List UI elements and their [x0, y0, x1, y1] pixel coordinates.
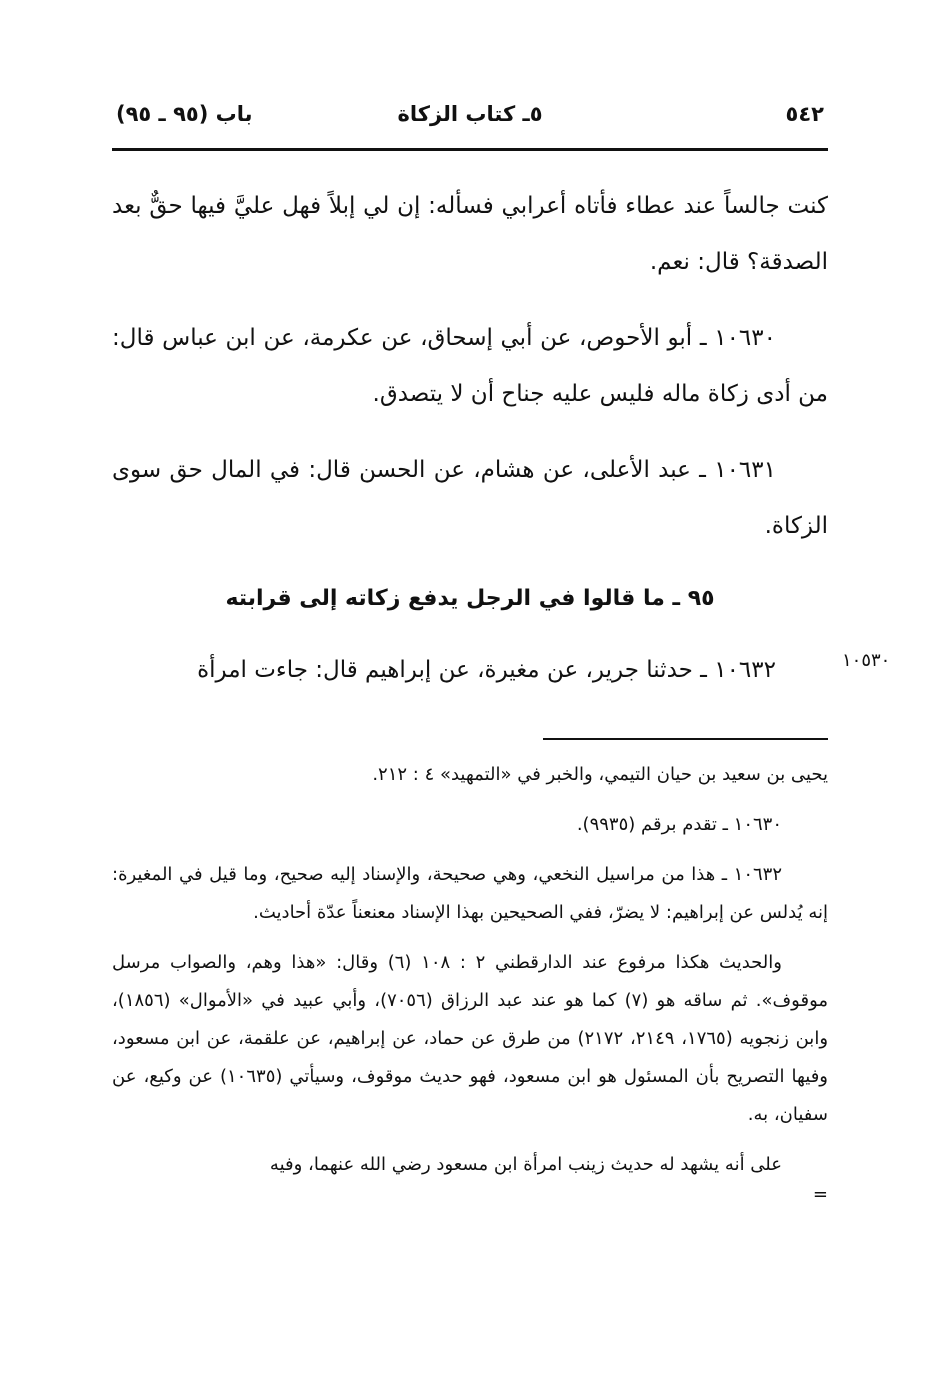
footnote-divider [543, 738, 828, 740]
hadith-10631: ١٠٦٣١ ـ عبد الأعلى، عن هشام، عن الحسن قال: في المال حق سوى الزكاة. [112, 457, 828, 539]
main-text [112, 178, 828, 718]
section-heading: ٩٥ ـ ما قالوا في الرجل يدفع زكاته إلى قرابته [225, 586, 715, 611]
page-header [112, 96, 828, 138]
footnote-5: على أنه يشهد له حديث زينب امرأة ابن مسعود رضي الله عنهما، وفيه [269, 1154, 782, 1175]
margin-reference-number: ١٠٥٣٠ [842, 650, 891, 671]
footnote-4: والحديث هكذا مرفوع عند الدارقطني ٢ : ١٠٨ (٦) وقال: «هذا وهم، والصواب مرسل موقوف». ثم ساقه هو (٧) كما هو عند عبد الرزاق (٧٠٥٦)، وأبي عبيد في «الأموال» (١٨٥٦)، وابن زنجويه (١٧٦٥، ٢١٤٩، ٢١٧٢) من طرق عن حماد، عن إبراهيم، عن علقمة، عن ابن مسعود، وفيها التصريح بأن المسئول هو ابن مسعود، فهو حديث موقوف، وسيأتي (١٠٦٣٥) عن وكيع، عن سفيان، به. [112, 952, 829, 1125]
header-divider [112, 148, 828, 151]
footnote-1: يحيى بن سعيد بن حيان التيمي، والخبر في «التمهيد» ٤ : ٢١٢. [372, 764, 828, 785]
book-title: ٥ـ كتاب الزكاة [397, 102, 543, 126]
footnote-3: ١٠٦٣٢ ـ هذا من مراسيل النخعي، وهي صحيحة، والإسناد إليه صحيح، وما قيل في المغيرة: إنه يُدلس عن إبراهيم: لا يضرّ، ففي الصحيحين بهذا الإسناد معنعناً عدّة أحاديث. [112, 864, 828, 923]
footnote-2: ١٠٦٣٠ ـ تقدم برقم (٩٩٣٥). [576, 814, 782, 835]
page-number: ٥٤٢ [785, 102, 824, 126]
continuation-mark: = [812, 1184, 828, 1205]
footnotes [112, 756, 828, 1206]
hadith-10632: ١٠٦٣٢ ـ حدثنا جرير، عن مغيرة، عن إبراهيم قال: جاءت امرأة [197, 657, 776, 683]
hadith-10630: ١٠٦٣٠ ـ أبو الأحوص، عن أبي إسحاق، عن عكرمة، عن ابن عباس قال: من أدى زكاة ماله فليس عليه جناح أن لا يتصدق. [112, 325, 828, 407]
paragraph-continuation: كنت جالساً عند عطاء فأتاه أعرابي فسأله: إن لي إبلاً فهل عليَّ فيها حقٌّ بعد الصدقة؟ قال: نعم. [112, 193, 828, 275]
chapter-range: باب (٩٥ ـ ٩٥) [116, 102, 253, 126]
